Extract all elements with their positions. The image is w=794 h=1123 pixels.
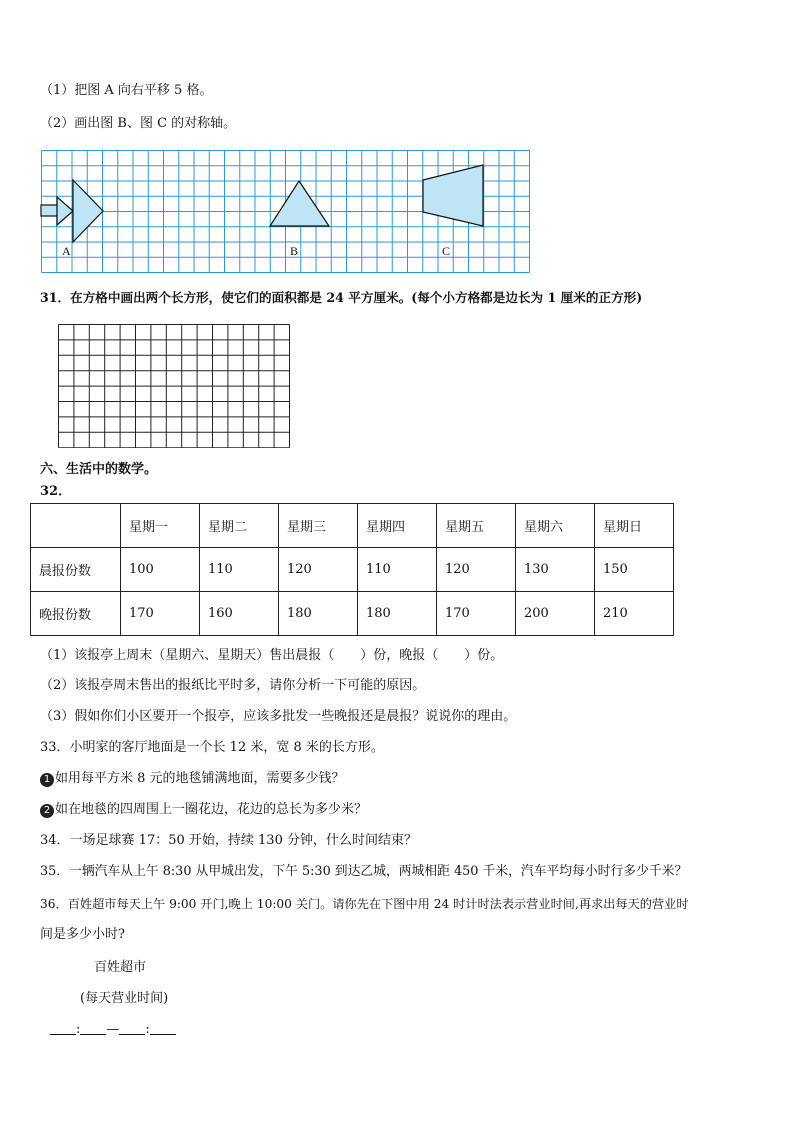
table-cell: 110 bbox=[200, 548, 279, 592]
q33-sub1-text: 如用每平方米 8 元的地毯铺满地面，需要多少钱？ bbox=[55, 771, 345, 786]
q32-sub3: （3）假如你们小区要开一个报亭，应该多批发一些晚报还是晨报？说说你的理由。 bbox=[40, 709, 517, 724]
q33-sub2 bbox=[40, 802, 367, 818]
table-cell: 130 bbox=[516, 548, 595, 592]
table-header-cell: 星期三 bbox=[279, 504, 358, 548]
transform-grid bbox=[40, 150, 532, 274]
table-cell: 100 bbox=[121, 548, 200, 592]
answer-blank[interactable] bbox=[50, 1022, 76, 1035]
shape-b-triangle bbox=[270, 181, 329, 226]
answer-blank[interactable] bbox=[150, 1022, 176, 1035]
table-header-cell: 星期日 bbox=[595, 504, 674, 548]
label-c: C bbox=[442, 244, 451, 258]
row-label: 晚报份数 bbox=[31, 592, 121, 636]
q35-text: 35．一辆汽车从上午 8:30 从甲城出发，下午 5:30 到达乙城，两城相距 450 千米，汽车平均每小时行多少千米？ bbox=[40, 864, 688, 879]
table-row bbox=[31, 548, 674, 592]
drawing-grid bbox=[58, 324, 292, 448]
label-b: B bbox=[290, 244, 299, 258]
table-cell: 120 bbox=[279, 548, 358, 592]
business-hours-blanks bbox=[50, 1022, 176, 1038]
q36-line2: 间是多少小时? bbox=[40, 927, 125, 942]
section-six-title: 六、生活中的数学。 bbox=[40, 462, 158, 477]
table-cell: 180 bbox=[358, 592, 437, 636]
table-cell: 200 bbox=[516, 592, 595, 636]
answer-blank[interactable] bbox=[119, 1022, 145, 1035]
shape-c-trapezoid bbox=[423, 165, 483, 226]
table-cell: 160 bbox=[200, 592, 279, 636]
label-a: A bbox=[62, 244, 71, 258]
table-row bbox=[31, 592, 674, 636]
table-cell: 150 bbox=[595, 548, 674, 592]
table-cell: 110 bbox=[358, 548, 437, 592]
table-header-row bbox=[31, 504, 674, 548]
table-header-cell bbox=[31, 504, 121, 548]
q32-sub1: （1）该报亭上周末（星期六、星期天）售出晨报（ ）份，晚报（ ）份。 bbox=[40, 648, 504, 663]
table-header-cell: 星期一 bbox=[121, 504, 200, 548]
table-cell: 210 bbox=[595, 592, 674, 636]
q34-text: 34．一场足球赛 17：50 开始，持续 130 分钟，什么时间结束？ bbox=[40, 833, 417, 848]
circled-number-one: 1 bbox=[40, 773, 54, 787]
q33-text: 33．小明家的客厅地面是一个长 12 米，宽 8 米的长方形。 bbox=[40, 740, 384, 755]
time-colon: : bbox=[145, 1022, 150, 1037]
q33-sub1 bbox=[40, 771, 345, 787]
newspaper-sales-table bbox=[30, 503, 674, 636]
table-header-cell: 星期六 bbox=[516, 504, 595, 548]
q33-sub2-text: 如在地毯的四周围上一圈花边，花边的总长为多少米？ bbox=[55, 802, 368, 817]
row-label: 晨报份数 bbox=[31, 548, 121, 592]
q31-text: 31．在方格中画出两个长方形，使它们的面积都是 24 平方厘米。(每个小方格都是边长为 1 厘米的正方形) bbox=[40, 290, 643, 305]
q32-sub2: （2）该报亭周末售出的报纸比平时多，请你分析一下可能的原因。 bbox=[40, 678, 426, 693]
circled-number-two: 2 bbox=[40, 804, 54, 818]
q30-item1: （1）把图 A 向右平移 5 格。 bbox=[40, 83, 213, 98]
q36-line1: 36．百姓超市每天上午 9:00 开门,晚上 10:00 关门。请你先在下图中用 24 时计时法表示营业时间,再求出每天的营业时 bbox=[40, 897, 689, 911]
time-colon: : bbox=[76, 1022, 81, 1037]
table-header-cell: 星期四 bbox=[358, 504, 437, 548]
table-cell: 170 bbox=[437, 592, 516, 636]
q32-number: 32． bbox=[40, 484, 72, 499]
table-cell: 180 bbox=[279, 592, 358, 636]
sign-subtitle: (每天营业时间) bbox=[80, 991, 169, 1006]
q30-item2: （2）画出图 B、图 C 的对称轴。 bbox=[40, 116, 237, 131]
time-dash: — bbox=[106, 1022, 120, 1037]
sign-title: 百姓超市 bbox=[94, 960, 147, 975]
table-header-cell: 星期五 bbox=[437, 504, 516, 548]
answer-blank[interactable] bbox=[80, 1022, 106, 1035]
table-header-cell: 星期二 bbox=[200, 504, 279, 548]
table-cell: 120 bbox=[437, 548, 516, 592]
table-cell: 170 bbox=[121, 592, 200, 636]
